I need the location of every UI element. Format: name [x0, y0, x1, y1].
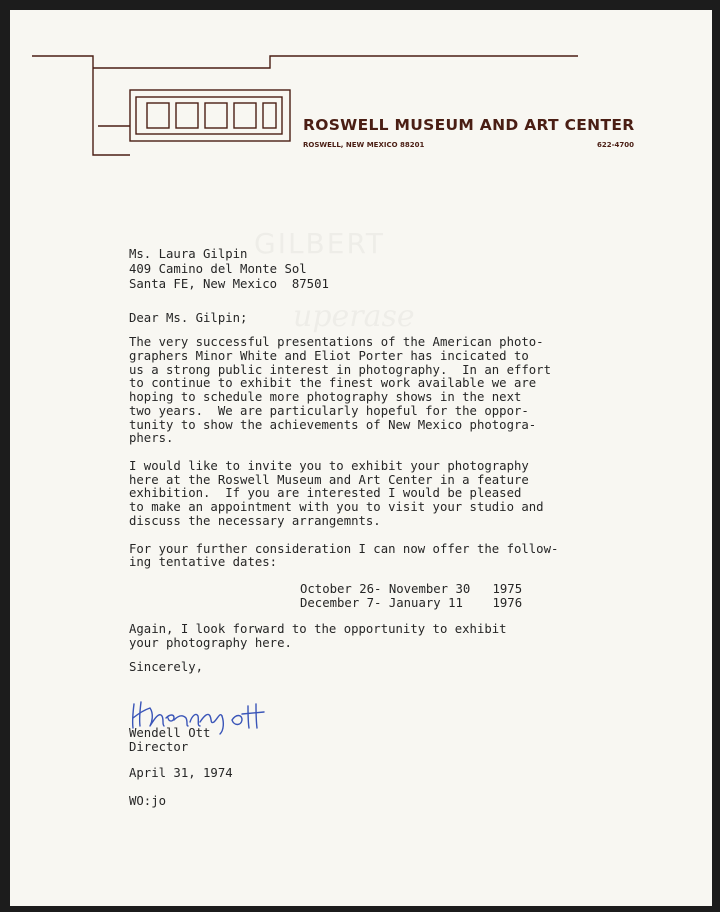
paragraph-line: here at the Roswell Museum and Art Center in a feature	[129, 473, 529, 487]
paragraph-line: discuss the necessary arrangemnts.	[129, 514, 381, 528]
date-range-row: December 7- January 11 1976	[300, 596, 523, 610]
paragraph-line: tunity to show the achievements of New Mexico photogra-	[129, 418, 537, 432]
paragraph-line: phers.	[129, 431, 174, 445]
paragraph-line: The very successful presentations of the American photo-	[129, 335, 544, 349]
closing: Sincerely,	[129, 660, 204, 674]
letter-date: April 31, 1974	[129, 766, 233, 780]
paper-watermark-line1: GILBERT	[254, 227, 385, 260]
paper-watermark-line2: uperase	[293, 299, 415, 334]
paragraph-line: to make an appointment with you to visit your studio and	[129, 500, 544, 514]
letterhead-phone: 622-4700	[597, 141, 634, 149]
letterhead-address: ROSWELL, NEW MEXICO 88201	[303, 141, 425, 149]
paragraph-line: I would like to invite you to exhibit your photography	[129, 459, 529, 473]
letterhead-org-name: ROSWELL MUSEUM AND ART CENTER	[303, 116, 635, 134]
recipient-city: Santa FE, New Mexico 87501	[129, 277, 329, 291]
paragraph-line: exhibition. If you are interested I would be pleased	[129, 486, 522, 500]
signer-name: Wendell Ott	[129, 726, 211, 740]
recipient-name: Ms. Laura Gilpin	[129, 247, 248, 261]
letter-page	[10, 10, 712, 906]
signer-title: Director	[129, 740, 189, 754]
paragraph-line: your photography here.	[129, 636, 292, 650]
paragraph-line: two years. We are particularly hopeful for the oppor-	[129, 404, 529, 418]
paragraph-line: us a strong public interest in photography. In an effort	[129, 363, 551, 377]
paragraph-line: For your further consideration I can now offer the follow-	[129, 542, 559, 556]
typist-initials: WO:jo	[129, 794, 167, 808]
paragraph-line: Again, I look forward to the opportunity to exhibit	[129, 622, 507, 636]
salutation: Dear Ms. Gilpin;	[129, 311, 248, 325]
paragraph-line: ing tentative dates:	[129, 555, 278, 569]
date-range-row: October 26- November 30 1975	[300, 582, 523, 596]
recipient-street: 409 Camino del Monte Sol	[129, 262, 307, 276]
paragraph-line: graphers Minor White and Eliot Porter has incicated to	[129, 349, 529, 363]
paragraph-line: hoping to schedule more photography shows in the next	[129, 390, 522, 404]
paragraph-line: to continue to exhibit the finest work available we are	[129, 376, 537, 390]
